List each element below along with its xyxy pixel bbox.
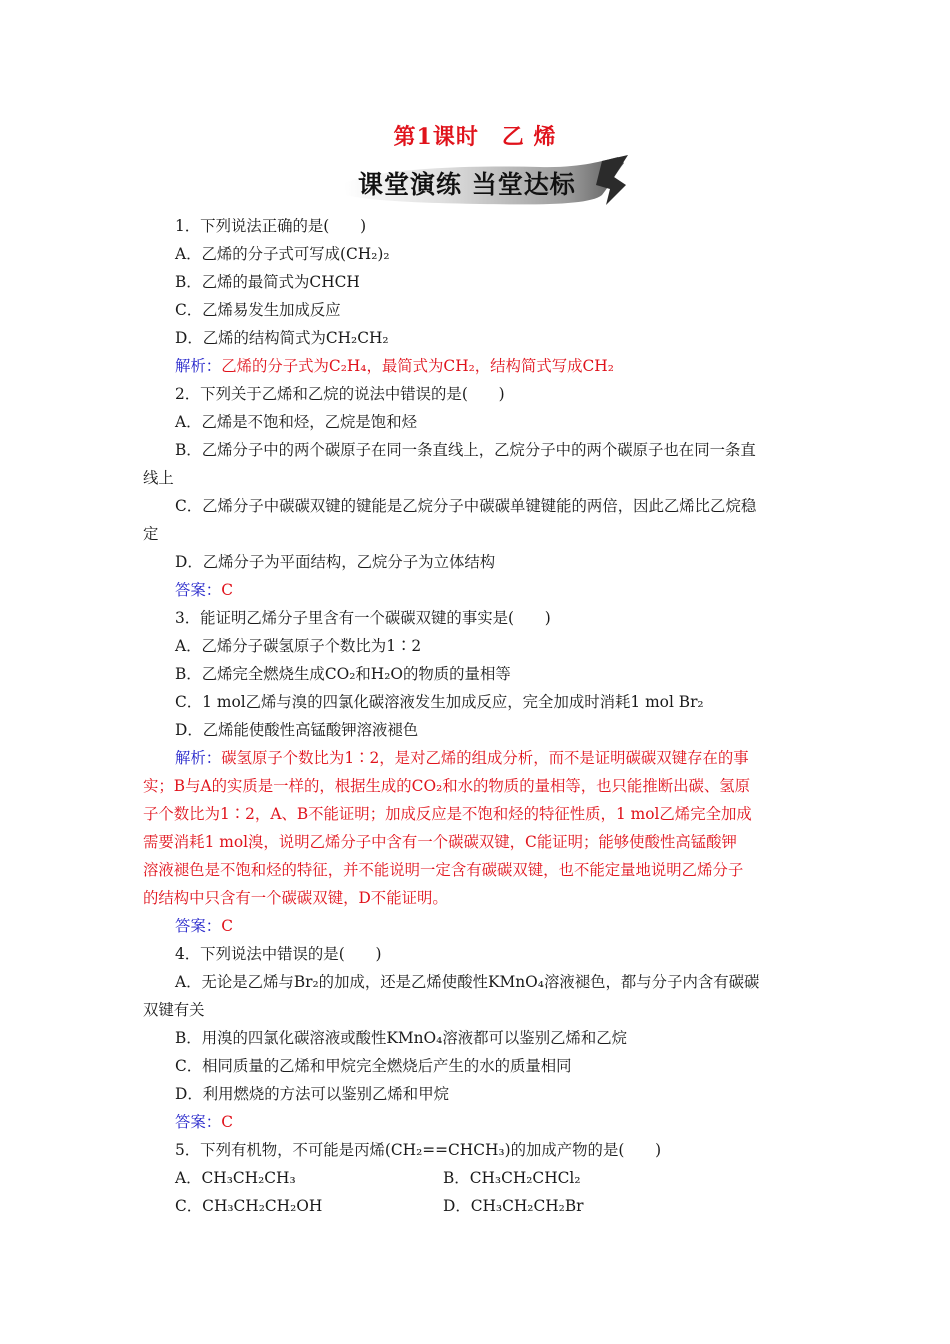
question-list bbox=[143, 212, 811, 1220]
q3-explanation-line2: 实；B与A的实质是一样的，根据生成的CO₂和水的物质的量相等，也只能推断出碳、氢原 bbox=[143, 777, 751, 795]
q1-option-d: D．乙烯的结构简式为CH₂CH₂ bbox=[175, 329, 389, 347]
explanation-label: 解析： bbox=[175, 357, 222, 375]
answer-label: 答案： bbox=[175, 1113, 222, 1131]
q2-option-c-line2: 定 bbox=[143, 525, 159, 543]
banner-label: 课堂演练 当堂达标 bbox=[358, 170, 576, 199]
answer-value: C bbox=[221, 1113, 233, 1131]
q2-stem: 2．下列关于乙烯和乙烷的说法中错误的是( ) bbox=[175, 385, 505, 403]
q1-option-a: A．乙烯的分子式可写成(CH₂)₂ bbox=[175, 245, 390, 263]
q4-option-c: C．相同质量的乙烯和甲烷完全燃烧后产生的水的质量相同 bbox=[175, 1057, 572, 1075]
q3-explanation-line1 bbox=[143, 744, 811, 772]
answer-value: C bbox=[221, 917, 233, 935]
answer-label: 答案： bbox=[175, 917, 222, 935]
section-banner bbox=[340, 155, 630, 209]
q2-option-b-line2: 线上 bbox=[143, 469, 174, 487]
q3-explanation-line3: 子个数比为1∶2，A、B不能证明；加成反应是不饱和烃的特征性质，1 mol乙烯完全加成 bbox=[143, 805, 752, 823]
q5-stem: 5．下列有机物，不可能是丙烯(CH₂==CHCH₃)的加成产物的是( ) bbox=[175, 1141, 662, 1159]
q3-explanation-line6: 的结构中只含有一个碳碳双键，D不能证明。 bbox=[143, 889, 448, 907]
explanation-text: 乙烯的分子式为C₂H₄，最简式为CH₂，结构简式写成CH₂ bbox=[221, 357, 614, 375]
q4-answer bbox=[143, 1108, 811, 1136]
q5-option-d: D．CH₃CH₂CH₂Br bbox=[443, 1197, 584, 1215]
q3-option-b: B．乙烯完全燃烧生成CO₂和H₂O的物质的量相等 bbox=[175, 665, 511, 683]
q5-option-b: B．CH₃CH₂CHCl₂ bbox=[443, 1169, 581, 1187]
q3-stem: 3．能证明乙烯分子里含有一个碳碳双键的事实是( ) bbox=[175, 609, 551, 627]
q2-option-d: D．乙烯分子为平面结构，乙烷分子为立体结构 bbox=[175, 553, 496, 571]
explanation-label: 解析： bbox=[175, 749, 222, 767]
q4-option-a-line2: 双键有关 bbox=[143, 1001, 205, 1019]
q5-option-a: A．CH₃CH₂CH₃ bbox=[175, 1169, 296, 1187]
q3-explanation-line5: 溶液褪色是不饱和烃的特征，并不能说明一定含有碳碳双键，也不能定量地说明乙烯分子 bbox=[143, 861, 744, 879]
q3-option-c: C．1 mol乙烯与溴的四氯化碳溶液发生加成反应，完全加成时消耗1 mol Br₂ bbox=[175, 693, 704, 711]
answer-value: C bbox=[221, 581, 233, 599]
q4-stem: 4．下列说法中错误的是( ) bbox=[175, 945, 382, 963]
page-title: 第1课时 乙 烯 bbox=[393, 124, 557, 150]
q1-option-c: C．乙烯易发生加成反应 bbox=[175, 301, 341, 319]
q2-option-b-line1: B．乙烯分子中的两个碳原子在同一条直线上，乙烷分子中的两个碳原子也在同一条直 bbox=[175, 441, 756, 459]
q3-explanation-line4: 需要消耗1 mol溴，说明乙烯分子中含有一个碳碳双键，C能证明；能够使酸性高锰酸钾 bbox=[143, 833, 737, 851]
q2-option-a: A．乙烯是不饱和烃，乙烷是饱和烃 bbox=[175, 413, 417, 431]
q4-option-d: D．利用燃烧的方法可以鉴别乙烯和甲烷 bbox=[175, 1085, 449, 1103]
q5-options-row1 bbox=[143, 1164, 811, 1192]
q1-stem: 1．下列说法正确的是( ) bbox=[175, 217, 367, 235]
q3-answer bbox=[143, 912, 811, 940]
q4-option-b: B．用溴的四氯化碳溶液或酸性KMnO₄溶液都可以鉴别乙烯和乙烷 bbox=[175, 1029, 628, 1047]
q2-answer bbox=[143, 576, 811, 604]
answer-label: 答案： bbox=[175, 581, 222, 599]
q4-option-a-line1: A．无论是乙烯与Br₂的加成，还是乙烯使酸性KMnO₄溶液褪色，都与分子内含有碳碳 bbox=[175, 973, 760, 991]
q1-option-b: B．乙烯的最简式为CHCH bbox=[175, 273, 360, 291]
q2-option-c-line1: C．乙烯分子中碳碳双键的键能是乙烷分子中碳碳单键键能的两倍，因此乙烯比乙烷稳 bbox=[175, 497, 757, 515]
q5-option-c: C．CH₃CH₂CH₂OH bbox=[175, 1197, 323, 1215]
q3-option-d: D．乙烯能使酸性高锰酸钾溶液褪色 bbox=[175, 721, 419, 739]
q5-options-row2 bbox=[143, 1192, 811, 1220]
q3-option-a: A．乙烯分子碳氢原子个数比为1∶2 bbox=[175, 637, 422, 655]
q1-explanation bbox=[143, 352, 811, 380]
explanation-text: 碳氢原子个数比为1∶2，是对乙烯的组成分析，而不是证明碳碳双键存在的事 bbox=[221, 749, 749, 767]
